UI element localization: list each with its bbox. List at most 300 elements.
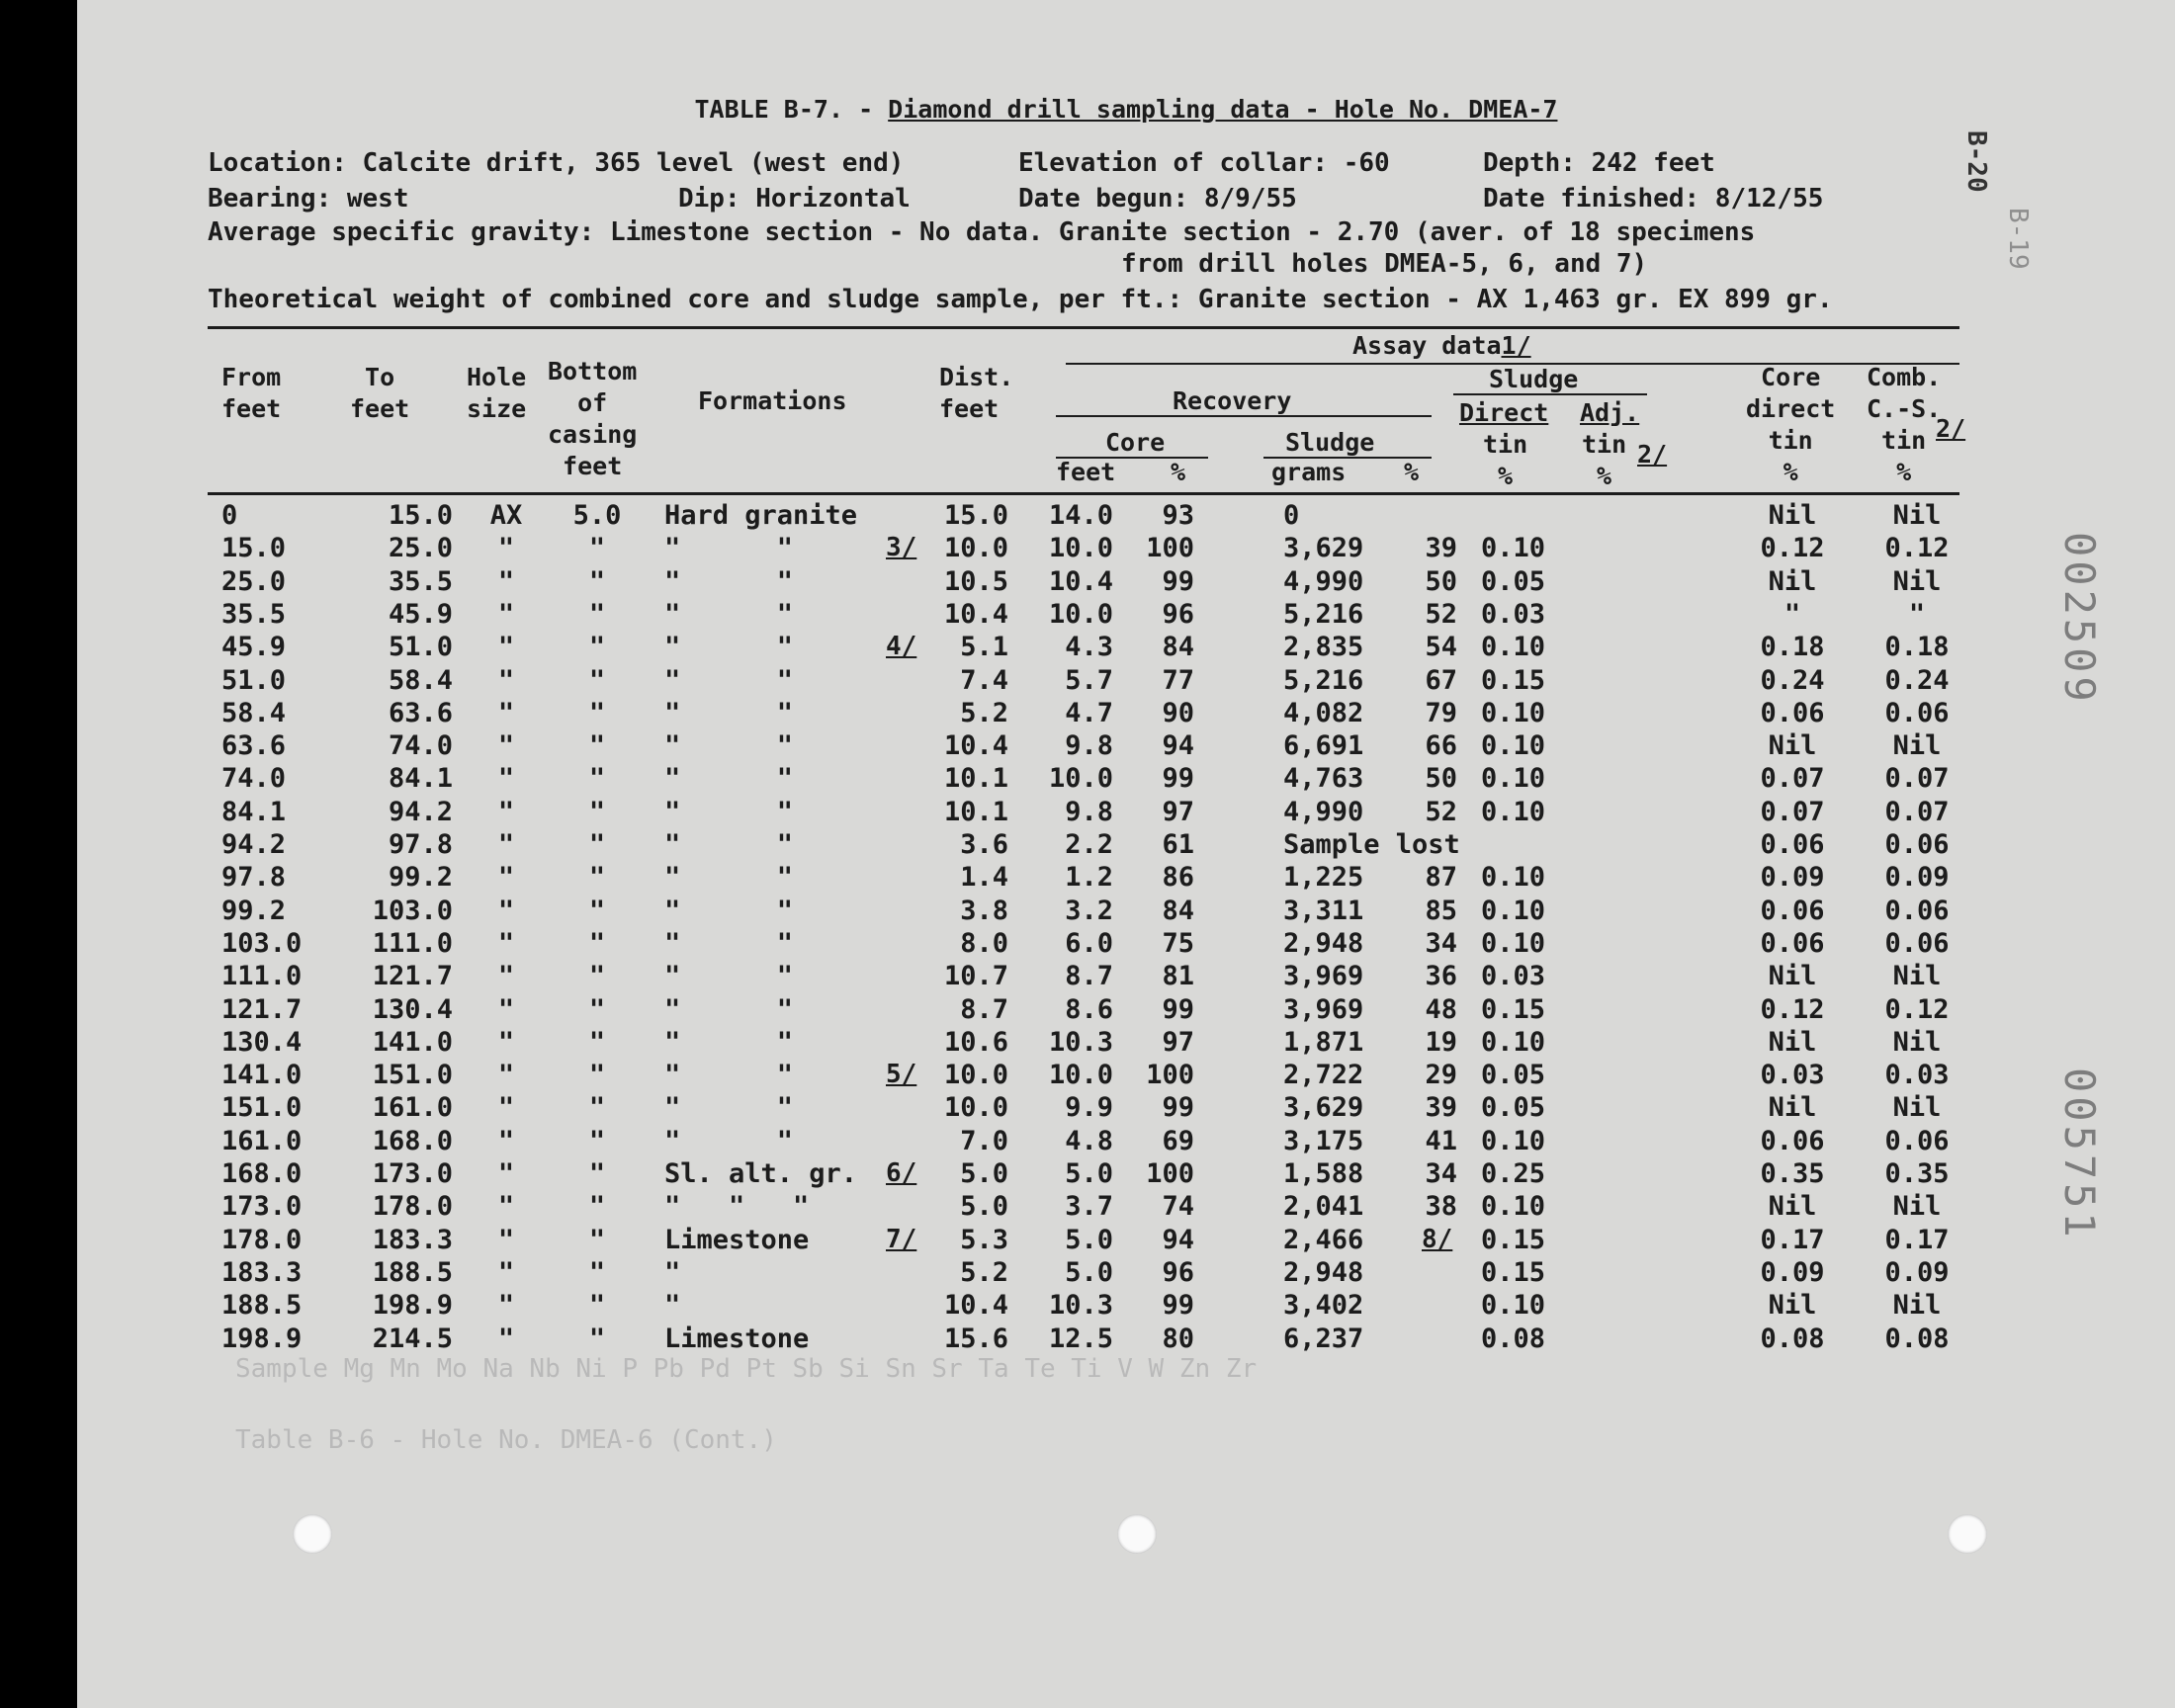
cell-to: 111.0: [372, 927, 453, 959]
cell-cs: 0.09: [1884, 1256, 1950, 1288]
header-from: From feet: [221, 363, 282, 423]
cell-hole: ": [497, 829, 515, 860]
cell-dt: 0.10: [1481, 1026, 1546, 1058]
cell-fn: 7/: [886, 1224, 917, 1254]
header-formations: Formations: [698, 386, 847, 415]
cell-sp: 87: [1425, 862, 1457, 894]
table-row: [77, 1060, 2175, 1092]
cell-casing: ": [588, 598, 606, 630]
cell-casing: ": [588, 829, 606, 860]
cell-to: 58.4: [388, 664, 453, 696]
cell-sg: 3,629: [1283, 533, 1364, 564]
meta-date-finished: Date finished: 8/12/55: [1483, 184, 1824, 214]
table-row: [77, 994, 2175, 1027]
cell-cp: 75: [1162, 927, 1194, 959]
cell-sg: 4,990: [1283, 565, 1364, 597]
cell-cs: Nil: [1892, 1026, 1942, 1058]
cell-to: 103.0: [372, 895, 453, 926]
cell-dt: 0.25: [1481, 1158, 1546, 1189]
cell-sp: 50: [1425, 565, 1457, 597]
cell-casing: ": [588, 730, 606, 762]
cell-cd: 0.03: [1760, 1060, 1825, 1091]
cell-hole: ": [497, 895, 515, 926]
cell-from: 45.9: [221, 632, 287, 663]
cell-cf: 3.2: [1065, 895, 1113, 926]
header-adj-footnote: 2/: [1637, 440, 1668, 469]
header-direct: Direct: [1459, 398, 1549, 427]
cell-from: 63.6: [221, 730, 287, 762]
cell-fn: 6/: [886, 1158, 917, 1188]
cell-dt: 0.10: [1481, 632, 1546, 663]
cell-sg: 1,871: [1283, 1026, 1364, 1058]
cell-cs: 0.06: [1884, 895, 1950, 926]
cell-cd: Nil: [1768, 565, 1817, 597]
cell-to: 51.0: [388, 632, 453, 663]
table-row: [77, 665, 2175, 698]
cell-dt: 0.10: [1481, 895, 1546, 926]
cell-hole: ": [497, 1092, 515, 1124]
title-prefix: TABLE B-7. -: [694, 95, 889, 124]
table-row: [77, 1257, 2175, 1290]
cell-to: 121.7: [372, 961, 453, 992]
cell-cs: 0.07: [1884, 796, 1950, 827]
cell-dt: 0.10: [1481, 862, 1546, 894]
cell-dt: 0.10: [1481, 796, 1546, 827]
cell-dist: 7.4: [960, 664, 1008, 696]
header-comb-footnote: 2/: [1936, 414, 1966, 443]
cell-casing: ": [588, 1092, 606, 1124]
cell-cs: Nil: [1892, 565, 1942, 597]
punch-hole-right: [1948, 1514, 1987, 1554]
meta-gravity: Average specific gravity: Limestone section - No data. Granite section - 2.70 (aver. of 18 specimens: [208, 217, 1756, 247]
header-hole-size: Hole size: [467, 363, 527, 423]
table-row: [77, 961, 2175, 993]
cell-from: 99.2: [221, 895, 287, 926]
cell-cp: 86: [1162, 862, 1194, 894]
cell-sp: 38: [1425, 1191, 1457, 1223]
table-row: [77, 1324, 2175, 1356]
cell-sp: 39: [1425, 1092, 1457, 1124]
cell-casing: ": [588, 1026, 606, 1058]
cell-cd: Nil: [1768, 1290, 1817, 1322]
cell-sp: 39: [1425, 533, 1457, 564]
cell-to: 214.5: [372, 1323, 453, 1354]
cell-cs: ": [1908, 598, 1926, 630]
cell-cs: 0.12: [1884, 533, 1950, 564]
cell-form: " " ": [664, 1191, 810, 1223]
cell-cs: 0.17: [1884, 1224, 1950, 1255]
cell-casing: ": [588, 1224, 606, 1255]
cell-dt: 0.15: [1481, 1224, 1546, 1255]
cell-cf: 5.0: [1065, 1224, 1113, 1255]
cell-fn2: 8/: [1422, 1224, 1453, 1254]
archive-stamp-bottom: 005751: [2055, 1068, 2104, 1241]
header-to: To feet: [350, 363, 410, 423]
header-assay-data: Assay data1/: [1352, 331, 1531, 360]
cell-hole: ": [497, 598, 515, 630]
cell-dist: 10.5: [943, 565, 1008, 597]
meta-bearing: Bearing: west: [208, 184, 409, 214]
cell-sp: 52: [1425, 796, 1457, 827]
cell-hole: ": [497, 1060, 515, 1091]
cell-cs: 0.06: [1884, 697, 1950, 728]
cell-form: " ": [664, 961, 794, 992]
cell-cd: 0.06: [1760, 829, 1825, 860]
cell-cd: 0.07: [1760, 763, 1825, 795]
cell-cd: 0.08: [1760, 1323, 1825, 1354]
cell-cs: Nil: [1892, 500, 1942, 531]
cell-casing: ": [588, 533, 606, 564]
table-row: [77, 730, 2175, 763]
cell-dist: 10.4: [943, 598, 1008, 630]
cell-to: 45.9: [388, 598, 453, 630]
table-row: [77, 566, 2175, 599]
bleedthrough-title: Table B-6 - Hole No. DMEA-6 (Cont.): [235, 1425, 777, 1455]
cell-cf: 10.0: [1048, 533, 1113, 564]
cell-cd: 0.35: [1760, 1158, 1825, 1189]
table-row: [77, 1027, 2175, 1060]
cell-from: 15.0: [221, 533, 287, 564]
cell-cd: 0.17: [1760, 1224, 1825, 1255]
cell-to: 173.0: [372, 1158, 453, 1189]
cell-form: " ": [664, 895, 794, 926]
cell-hole: ": [497, 697, 515, 728]
cell-from: 188.5: [221, 1290, 303, 1322]
cell-dt: 0.05: [1481, 1092, 1546, 1124]
cell-form: " ": [664, 632, 794, 663]
cell-sg: 3,402: [1283, 1290, 1364, 1322]
cell-form: " ": [664, 927, 794, 959]
bleedthrough-header: Sample Mg Mn Mo Na Nb Ni P Pb Pd Pt Sb Si Sn Sr Ta Te Ti V W Zn Zr: [235, 1354, 1258, 1384]
cell-cp: 96: [1162, 1256, 1194, 1288]
cell-hole: AX: [489, 500, 523, 531]
table-row: [77, 1092, 2175, 1125]
cell-sg: 4,990: [1283, 796, 1364, 827]
cell-cp: 100: [1146, 1158, 1194, 1189]
cell-cf: 2.2: [1065, 829, 1113, 860]
cell-to: 15.0: [388, 500, 453, 531]
meta-date-begun: Date begun: 8/9/55: [1018, 184, 1297, 214]
cell-form: " ": [664, 1092, 794, 1124]
cell-cs: 0.03: [1884, 1060, 1950, 1091]
cell-cp: 96: [1162, 598, 1194, 630]
header-core-feet: feet: [1056, 458, 1116, 486]
cell-from: 25.0: [221, 565, 287, 597]
cell-cp: 97: [1162, 1026, 1194, 1058]
cell-cs: Nil: [1892, 1191, 1942, 1223]
cell-form: " ": [664, 829, 794, 860]
cell-cf: 6.0: [1065, 927, 1113, 959]
cell-to: 183.3: [372, 1224, 453, 1255]
cell-sg: Sample lost: [1283, 829, 1460, 860]
cell-from: 130.4: [221, 1026, 303, 1058]
cell-sp: 34: [1425, 927, 1457, 959]
cell-from: 198.9: [221, 1323, 303, 1354]
cell-sp: 50: [1425, 763, 1457, 795]
cell-sg: 3,175: [1283, 1125, 1364, 1156]
cell-cf: 5.0: [1065, 1158, 1113, 1189]
cell-casing: ": [588, 1323, 606, 1354]
cell-form: ": [664, 1256, 681, 1288]
cell-from: 178.0: [221, 1224, 303, 1255]
cell-casing: ": [588, 763, 606, 795]
header-dist: Dist. feet: [939, 363, 1014, 423]
cell-sp: 19: [1425, 1026, 1457, 1058]
cell-form: " ": [664, 763, 794, 795]
cell-dt: 0.10: [1481, 697, 1546, 728]
cell-cf: 10.4: [1048, 565, 1113, 597]
cell-to: 178.0: [372, 1191, 453, 1223]
cell-cf: 8.7: [1065, 961, 1113, 992]
header-adj: Adj.: [1580, 398, 1640, 427]
table-row: [77, 698, 2175, 730]
cell-cf: 8.6: [1065, 993, 1113, 1025]
cell-cp: 99: [1162, 565, 1194, 597]
cell-cs: Nil: [1892, 1092, 1942, 1124]
cell-casing: ": [588, 796, 606, 827]
cell-cp: 80: [1162, 1323, 1194, 1354]
cell-cf: 5.0: [1065, 1256, 1113, 1288]
cell-cd: 0.09: [1760, 1256, 1825, 1288]
cell-to: 84.1: [388, 763, 453, 795]
cell-dist: 5.0: [960, 1158, 1008, 1189]
cell-hole: ": [497, 1224, 515, 1255]
cell-form: Hard granite: [664, 500, 858, 531]
cell-sg: 2,041: [1283, 1191, 1364, 1223]
cell-sg: 3,969: [1283, 961, 1364, 992]
cell-cs: 0.35: [1884, 1158, 1950, 1189]
cell-sp: 29: [1425, 1060, 1457, 1091]
cell-from: 173.0: [221, 1191, 303, 1223]
table-row: [77, 632, 2175, 664]
cell-fn: 4/: [886, 632, 917, 662]
cell-dist: 10.4: [943, 1290, 1008, 1322]
table-row: [77, 1191, 2175, 1224]
table-row: [77, 829, 2175, 862]
cell-form: " ": [664, 697, 794, 728]
cell-cp: 99: [1162, 763, 1194, 795]
cell-hole: ": [497, 927, 515, 959]
cell-dist: 10.1: [943, 796, 1008, 827]
cell-hole: ": [497, 565, 515, 597]
cell-dist: 10.0: [943, 533, 1008, 564]
cell-form: " ": [664, 598, 794, 630]
cell-hole: ": [497, 1290, 515, 1322]
cell-casing: ": [588, 1158, 606, 1189]
header-core: Core: [1105, 428, 1166, 457]
cell-hole: ": [497, 632, 515, 663]
cell-cf: 10.0: [1048, 1060, 1113, 1091]
cell-cf: 10.3: [1048, 1026, 1113, 1058]
table-row: [77, 599, 2175, 632]
cell-hole: ": [497, 1256, 515, 1288]
cell-sp: 54: [1425, 632, 1457, 663]
cell-to: 63.6: [388, 697, 453, 728]
cell-dt: 0.15: [1481, 993, 1546, 1025]
cell-casing: ": [588, 1060, 606, 1091]
table-row: [77, 1126, 2175, 1158]
cell-hole: ": [497, 796, 515, 827]
cell-dist: 8.7: [960, 993, 1008, 1025]
cell-form: " ": [664, 1026, 794, 1058]
table-row: [77, 500, 2175, 533]
cell-from: 111.0: [221, 961, 303, 992]
cell-from: 51.0: [221, 664, 287, 696]
cell-sp: 85: [1425, 895, 1457, 926]
cell-form: " ": [664, 1125, 794, 1156]
header-direct-tin: tin %: [1483, 430, 1528, 490]
header-sludge-grams: grams: [1271, 458, 1347, 486]
table-row: [77, 797, 2175, 829]
cell-cd: 0.06: [1760, 927, 1825, 959]
cell-cp: 99: [1162, 1092, 1194, 1124]
header-sludge-assay: Sludge: [1489, 365, 1579, 393]
cell-cf: 9.9: [1065, 1092, 1113, 1124]
header-core-direct: Core direct tin %: [1746, 363, 1836, 486]
cell-dist: 5.2: [960, 1256, 1008, 1288]
cell-cp: 77: [1162, 664, 1194, 696]
cell-sg: 2,835: [1283, 632, 1364, 663]
cell-casing: ": [588, 1290, 606, 1322]
cell-casing: ": [588, 1191, 606, 1223]
cell-cd: 0.07: [1760, 796, 1825, 827]
cell-cd: Nil: [1768, 500, 1817, 531]
table-row: [77, 1158, 2175, 1191]
cell-cs: 0.06: [1884, 829, 1950, 860]
cell-form: " ": [664, 862, 794, 894]
meta-elevation: Elevation of collar: -60: [1018, 148, 1390, 178]
header-comb: Comb. C.-S. tin %: [1867, 363, 1942, 486]
punch-hole-center: [1117, 1514, 1157, 1554]
cell-sg: 3,969: [1283, 993, 1364, 1025]
header-adj-tin: tin %: [1582, 430, 1627, 490]
cell-cs: 0.09: [1884, 862, 1950, 894]
header-sludge: Sludge: [1285, 428, 1375, 457]
cell-form: " ": [664, 796, 794, 827]
cell-sp: 52: [1425, 598, 1457, 630]
cell-hole: ": [497, 730, 515, 762]
cell-form: " ": [664, 1060, 794, 1091]
cell-form: " ": [664, 533, 794, 564]
title-main: Diamond drill sampling data - Hole No. DMEA-7: [888, 95, 1558, 124]
cell-form: ": [664, 1290, 681, 1322]
cell-cd: 0.12: [1760, 993, 1825, 1025]
cell-dt: 0.10: [1481, 1290, 1546, 1322]
cell-from: 141.0: [221, 1060, 303, 1091]
cell-from: 94.2: [221, 829, 287, 860]
cell-from: 103.0: [221, 927, 303, 959]
punch-hole-left: [293, 1514, 332, 1554]
cell-sg: 0: [1283, 500, 1300, 531]
cell-cd: Nil: [1768, 1191, 1817, 1223]
cell-cp: 61: [1162, 829, 1194, 860]
cell-dt: 0.10: [1481, 1191, 1546, 1223]
cell-to: 35.5: [388, 565, 453, 597]
cell-dt: 0.10: [1481, 1125, 1546, 1156]
archive-stamp-top: 002509: [2055, 532, 2104, 706]
cell-cf: 9.8: [1065, 730, 1113, 762]
cell-cs: 0.18: [1884, 632, 1950, 663]
meta-dip: Dip: Horizontal: [678, 184, 911, 214]
cell-sp: 79: [1425, 697, 1457, 728]
cell-dist: 3.8: [960, 895, 1008, 926]
cell-hole: ": [497, 664, 515, 696]
cell-cd: 0.09: [1760, 862, 1825, 894]
cell-sp: 36: [1425, 961, 1457, 992]
document-page: [77, 0, 2175, 1708]
cell-to: 130.4: [372, 993, 453, 1025]
cell-to: 188.5: [372, 1256, 453, 1288]
cell-to: 99.2: [388, 862, 453, 894]
cell-casing: ": [588, 565, 606, 597]
cell-from: 0: [221, 500, 238, 531]
cell-from: 58.4: [221, 697, 287, 728]
cell-form: " ": [664, 664, 794, 696]
cell-cp: 84: [1162, 895, 1194, 926]
cell-cf: 12.5: [1048, 1323, 1113, 1354]
cell-cf: 14.0: [1048, 500, 1113, 531]
cell-sp: 67: [1425, 664, 1457, 696]
cell-dist: 8.0: [960, 927, 1008, 959]
cell-hole: ": [497, 763, 515, 795]
cell-cd: ": [1784, 598, 1801, 630]
cell-to: 198.9: [372, 1290, 453, 1322]
cell-cp: 99: [1162, 1290, 1194, 1322]
cell-dt: 0.10: [1481, 927, 1546, 959]
cell-dist: 10.1: [943, 763, 1008, 795]
cell-cf: 1.2: [1065, 862, 1113, 894]
cell-cs: Nil: [1892, 730, 1942, 762]
cell-dist: 1.4: [960, 862, 1008, 894]
cell-sg: 6,237: [1283, 1323, 1364, 1354]
cell-cp: 74: [1162, 1191, 1194, 1223]
cell-cf: 4.3: [1065, 632, 1113, 663]
cell-sp: 66: [1425, 730, 1457, 762]
cell-dist: 3.6: [960, 829, 1008, 860]
cell-to: 141.0: [372, 1026, 453, 1058]
cell-cp: 93: [1162, 500, 1194, 531]
meta-location: Location: Calcite drift, 365 level (west end): [208, 148, 905, 178]
cell-cs: 0.12: [1884, 993, 1950, 1025]
cell-sg: 5,216: [1283, 598, 1364, 630]
cell-sp: 34: [1425, 1158, 1457, 1189]
cell-to: 94.2: [388, 796, 453, 827]
cell-cd: 0.06: [1760, 1125, 1825, 1156]
header-recovery: Recovery: [1173, 386, 1292, 415]
cell-to: 74.0: [388, 730, 453, 762]
cell-to: 25.0: [388, 533, 453, 564]
cell-dist: 5.2: [960, 697, 1008, 728]
cell-cs: 0.24: [1884, 664, 1950, 696]
cell-cs: 0.08: [1884, 1323, 1950, 1354]
cell-dist: 15.0: [943, 500, 1008, 531]
cell-from: 35.5: [221, 598, 287, 630]
cell-cp: 94: [1162, 1224, 1194, 1255]
cell-dist: 15.6: [943, 1323, 1008, 1354]
cell-cp: 90: [1162, 697, 1194, 728]
cell-casing: ": [588, 993, 606, 1025]
cell-casing: ": [588, 632, 606, 663]
cell-to: 97.8: [388, 829, 453, 860]
cell-dist: 10.4: [943, 730, 1008, 762]
cell-sg: 4,763: [1283, 763, 1364, 795]
header-sludge-pct: %: [1404, 458, 1420, 486]
cell-cp: 97: [1162, 796, 1194, 827]
cell-dist: 7.0: [960, 1125, 1008, 1156]
cell-casing: ": [588, 1125, 606, 1156]
cell-sg: 1,588: [1283, 1158, 1364, 1189]
cell-sg: 2,948: [1283, 927, 1364, 959]
